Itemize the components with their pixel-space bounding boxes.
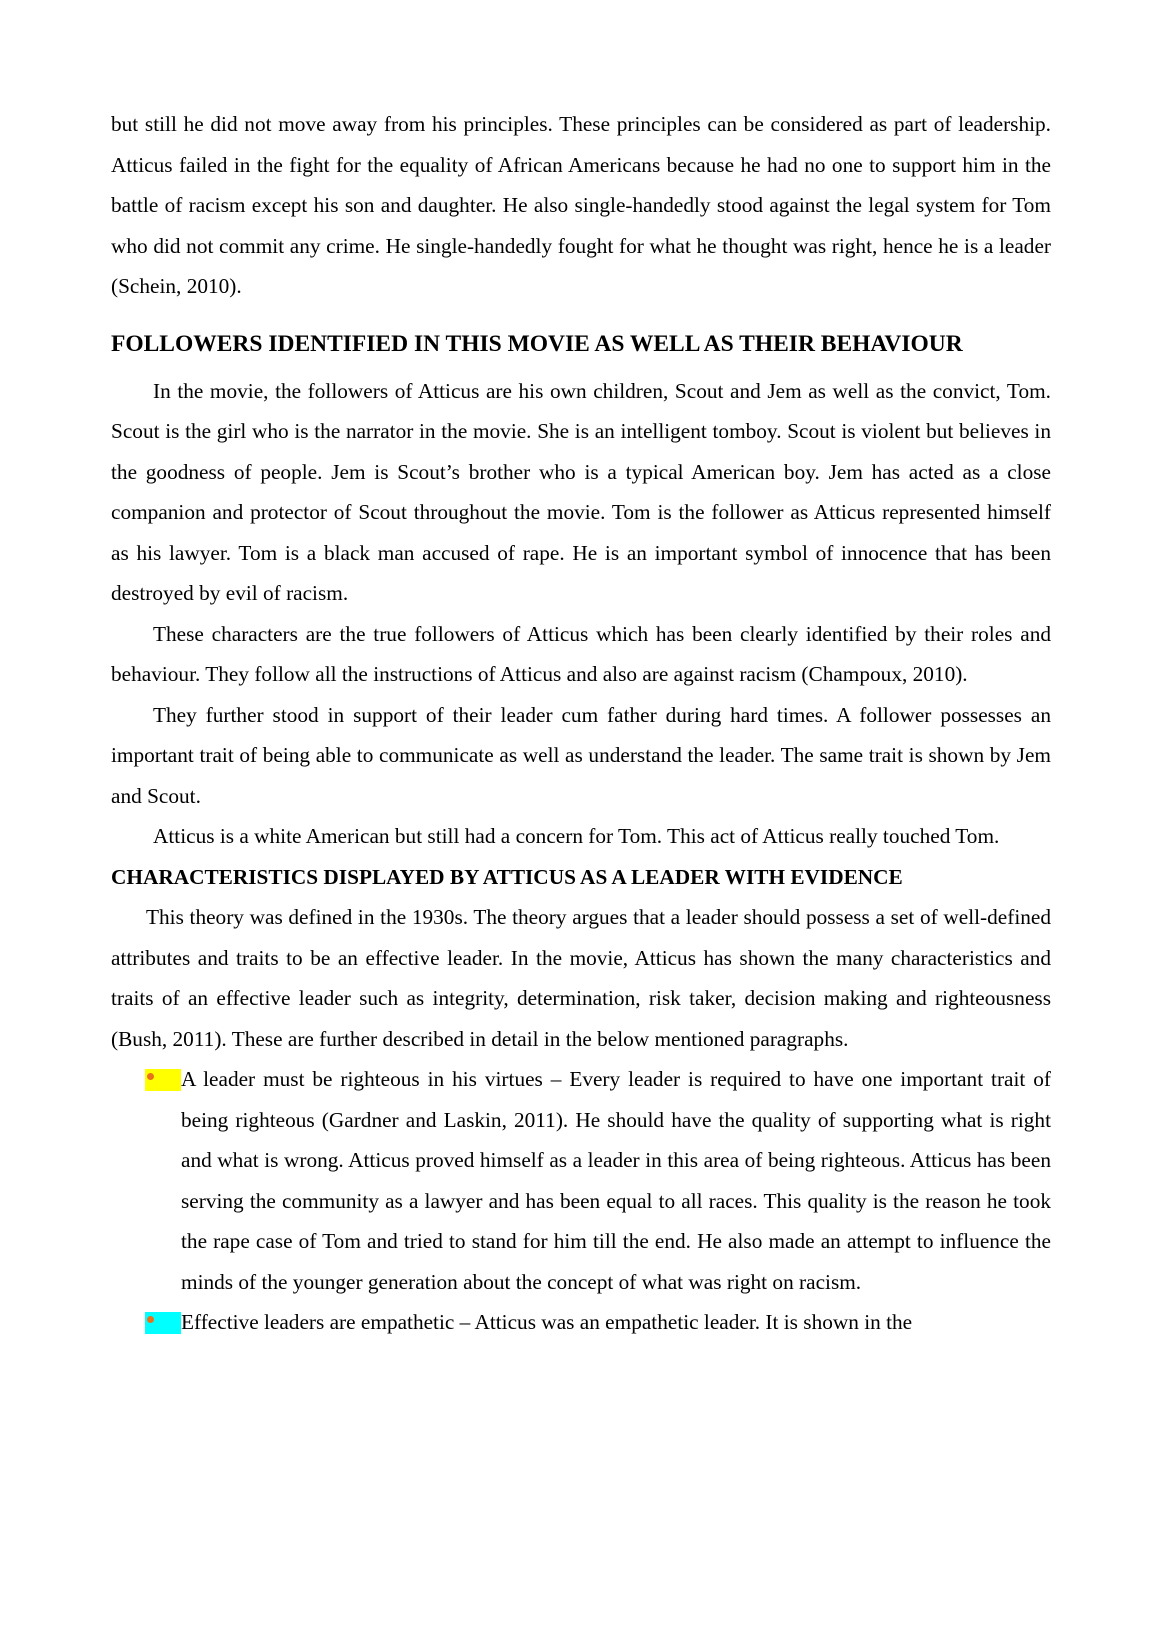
bullet-text: Effective leaders are empathetic – Atticus was an empathetic leader. It is shown in the <box>181 1310 913 1334</box>
paragraph-characteristics: This theory was defined in the 1930s. The theory argues that a leader should possess a set of well-defined attributes and traits to be an effective leader. In the movie, Atticus has shown the many characteristics and traits of an effective leader such as integrity, determination, risk taker, decision making and righteousness (Bush, 2011). These are further described in detail in the below mentioned paragraphs. <box>111 905 1051 1051</box>
heading-followers: FOLLOWERS IDENTIFIED IN THIS MOVIE AS WELL AS THEIR BEHAVIOUR <box>111 330 963 357</box>
bullet-dot-icon <box>147 1316 154 1323</box>
heading-characteristics: CHARACTERISTICS DISPLAYED BY ATTICUS AS A LEADER WITH EVIDENCE <box>111 864 903 889</box>
paragraph-followers-1: In the movie, the followers of Atticus are his own children, Scout and Jem as well as the convict, Tom. Scout is the girl who is the narrator in the movie. She is an intelligent tomboy. Scout is violent but believes in the goodness of people. Jem is Scout’s brother who is a typical American boy. Jem has acted as a close companion and protector of Scout throughout the movie. Tom is the follower as Atticus represented himself as his lawyer. Tom is a black man accused of rape. He is an important symbol of innocence that has been destroyed by evil of racism. <box>111 378 1051 605</box>
paragraph-followers-4: Atticus is a white American but still had a concern for Tom. This act of Atticus really touched Tom. <box>153 824 1000 848</box>
document-page <box>111 104 1051 1343</box>
bullet-item-empathetic <box>111 1302 1051 1343</box>
bullet-text: A leader must be righteous in his virtues – Every leader is required to have one important trait of being righteous (Gardner and Laskin, 2011). He should have the quality of supporting what is right and what is wrong. Atticus proved himself as a leader in this area of being righteous. Atticus has been serving the community as a lawyer and has been equal to all races. This quality is the reason he took the rape case of Tom and tried to stand for him till the end. He also made an attempt to influence the minds of the younger generation about the concept of what was right on racism. <box>181 1067 1051 1294</box>
bullet-highlight <box>145 1312 181 1334</box>
bullet-dot-icon <box>147 1073 154 1080</box>
paragraph-intro: but still he did not move away from his principles. These principles can be considered as part of leadership. Atticus failed in the fight for the equality of African Americans because he had no one to support him in the battle of racism except his son and daughter. He also single-handedly stood against the legal system for Tom who did not commit any crime. He single-handedly fought for what he thought was right, hence he is a leader (Schein, 2010). <box>111 112 1051 298</box>
paragraph-followers-2: These characters are the true followers of Atticus which has been clearly identified by their roles and behaviour. They follow all the instructions of Atticus and also are against racism (Champoux, 2010). <box>111 621 1051 686</box>
bullet-item-righteous <box>111 1059 1051 1302</box>
paragraph-followers-3: They further stood in support of their leader cum father during hard times. A follower possesses an important trait of being able to communicate as well as understand the leader. The same trait is shown by Jem and Scout. <box>111 702 1051 808</box>
bullet-highlight <box>145 1069 181 1091</box>
